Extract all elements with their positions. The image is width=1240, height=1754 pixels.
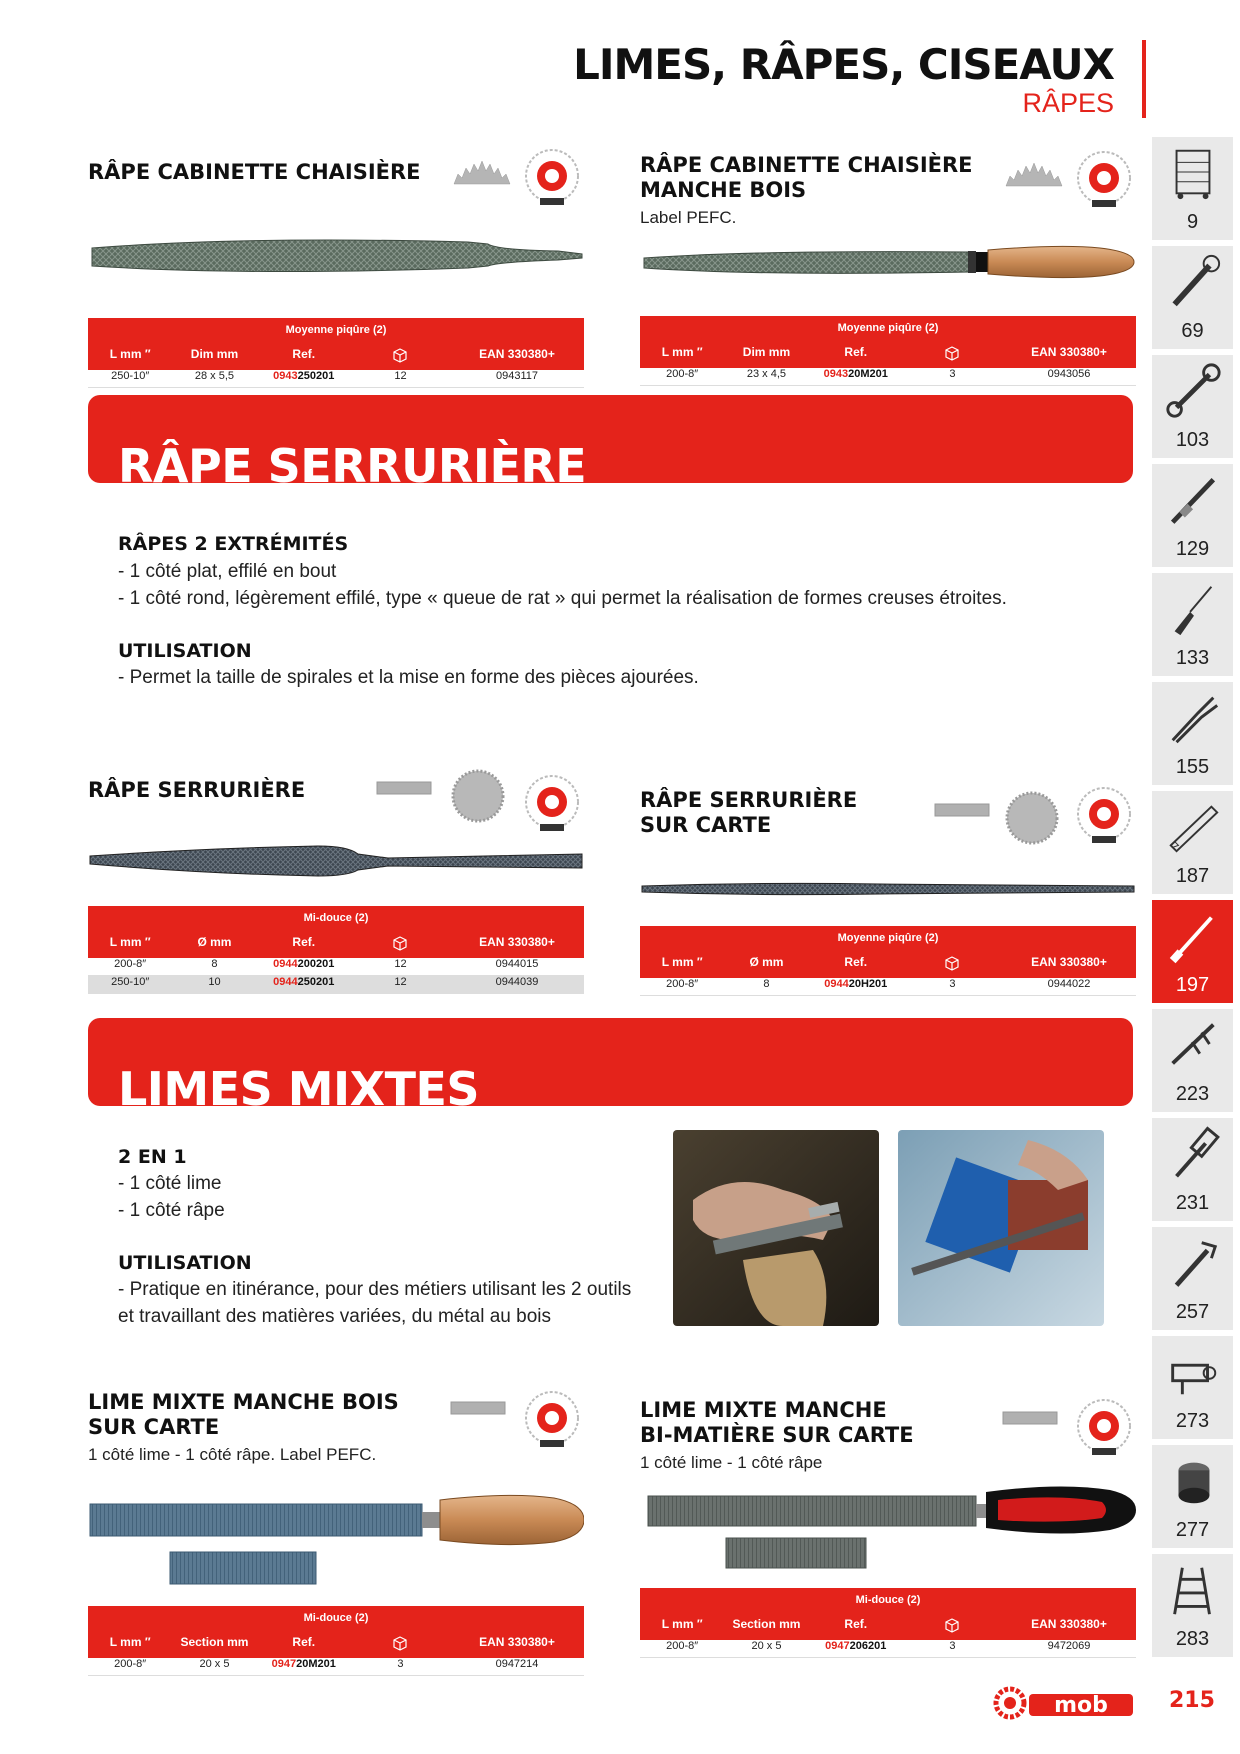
table-category: Moyenne piqûre (2): [837, 932, 939, 944]
table-header: [640, 1588, 1136, 1640]
sidebar-page-number: 283: [1175, 1628, 1210, 1650]
pipe-wrench-icon: [1162, 1233, 1224, 1293]
column-header: L mm ″: [661, 345, 703, 359]
quantity-cell: 3: [397, 1658, 404, 1670]
sidebar-category-257[interactable]: [1152, 1227, 1233, 1330]
cut-grade-seal-icon: [1074, 786, 1134, 846]
sidebar-page-number: 187: [1175, 865, 1210, 887]
cut-grade-seal-icon: [1074, 1398, 1134, 1458]
column-header: Section mm: [732, 1617, 801, 1631]
usage-photo-wood: [673, 1130, 879, 1326]
dimension-cell: 10: [208, 976, 221, 988]
column-header: Ref.: [292, 347, 316, 361]
header-accent-bar: [1142, 40, 1146, 118]
ean-cell: 0944022: [1047, 978, 1091, 990]
section-banner-title: LIMES MIXTES: [118, 1062, 480, 1106]
length-cell: 200-8″: [666, 978, 699, 990]
flat-section-icon: [376, 780, 432, 796]
section-line: - Permet la taille de spirales et la mise en forme des pièces ajourées.: [118, 667, 699, 688]
cut-profile-icon: [452, 156, 514, 186]
ratchet-icon: [1162, 252, 1224, 312]
table-header: [88, 1606, 584, 1658]
cut-grade-seal-icon: [522, 774, 582, 834]
length-cell: 250-10″: [111, 976, 150, 988]
reference-cell: [809, 1640, 903, 1657]
column-header: Ø mm: [749, 955, 784, 969]
flat-section-icon: [450, 1400, 506, 1416]
sidebar-page-number: 69: [1181, 320, 1204, 342]
table-category: Mi-douce (2): [855, 1594, 921, 1606]
mixed-file-bimaterial-handle-image: [640, 1482, 1136, 1570]
reference-cell: [257, 1658, 351, 1675]
sidebar-page-number: 273: [1175, 1410, 1210, 1432]
quantity-cell: 3: [949, 978, 956, 990]
section-banner-title: RÂPE SERRURIÈRE: [118, 439, 587, 483]
ladder-icon: [1162, 1560, 1224, 1620]
table-header: [640, 316, 1136, 368]
section-heading: 2 EN 1: [118, 1146, 187, 1168]
product-title-line2: MANCHE BOIS: [640, 178, 807, 202]
section-heading: UTILISATION: [118, 1252, 252, 1274]
reference-prefix: 0947: [271, 1658, 297, 1670]
reference-cell: [257, 958, 351, 975]
table-row: [640, 368, 1136, 386]
product-title-line2: BI-MATIÈRE SUR CARTE: [640, 1423, 914, 1447]
column-header: Section mm: [180, 1635, 249, 1649]
caliper-icon: [1162, 1015, 1224, 1075]
reference-cell: [809, 978, 903, 995]
package-icon: [351, 935, 450, 954]
product-title-line2: SUR CARTE: [640, 813, 772, 837]
section-line: et travaillant des matières variées, du métal au bois: [118, 1306, 551, 1327]
cut-grade-seal-icon: [1074, 150, 1134, 210]
column-header: L mm ″: [109, 935, 151, 949]
product-description: 1 côté lime - 1 côté râpe: [640, 1453, 823, 1472]
mixed-file-wood-handle-image: [88, 1490, 584, 1586]
ean-cell: 9472069: [1047, 1640, 1091, 1652]
rasp-flat-image: [88, 236, 584, 278]
length-cell: 200-8″: [114, 958, 147, 970]
ean-cell: 0944015: [495, 958, 539, 970]
reference-suffix: 20H201: [848, 978, 888, 990]
sidebar-category-155[interactable]: [1152, 682, 1233, 785]
ean-cell: 0944039: [495, 976, 539, 988]
sidebar-category-103[interactable]: [1152, 355, 1233, 458]
flat-section-icon: [934, 802, 990, 818]
package-icon: [351, 347, 450, 366]
sidebar-page-number: 223: [1175, 1083, 1210, 1105]
table-row: [88, 958, 584, 976]
column-header: EAN 330380+: [1031, 955, 1107, 969]
category-sidebar: [1152, 137, 1233, 1663]
cut-profile-icon: [1004, 158, 1066, 188]
table-row: [88, 370, 584, 388]
sidebar-category-133[interactable]: [1152, 573, 1233, 676]
usage-photo-metal: [898, 1130, 1104, 1326]
product-title: RÂPE CABINETTE CHAISIÈRE: [640, 153, 973, 177]
rasp-two-ends-image: [88, 842, 584, 878]
product-description: 1 côté lime - 1 côté râpe. Label PEFC.: [88, 1445, 377, 1464]
reference-cell: [257, 370, 351, 387]
reference-prefix: 0943: [273, 370, 298, 382]
rasp-on-card-image: [640, 878, 1136, 900]
product-title: LIME MIXTE MANCHE BOIS: [88, 1390, 399, 1414]
dimension-cell: 20 x 5: [199, 1658, 230, 1670]
hammer-icon: [1162, 1124, 1224, 1184]
product-table: [640, 1588, 1136, 1658]
column-header: EAN 330380+: [479, 1635, 555, 1649]
table-header: [88, 906, 584, 958]
product-title: RÂPE CABINETTE CHAISIÈRE: [88, 160, 421, 184]
sidebar-category-231[interactable]: [1152, 1118, 1233, 1221]
product-description: Label PEFC.: [640, 208, 737, 227]
section-line: - 1 côté plat, effilé en bout: [118, 561, 337, 582]
flat-section-icon: [1002, 1410, 1058, 1426]
product-table: [88, 906, 584, 994]
round-section-icon: [450, 768, 506, 824]
dimension-cell: 28 x 5,5: [194, 370, 235, 382]
column-header: Dim mm: [190, 347, 239, 361]
sidebar-page-number: 231: [1175, 1192, 1210, 1214]
package-icon: [351, 1635, 450, 1654]
sidebar-category-197[interactable]: [1152, 900, 1233, 1003]
column-header: Ref.: [844, 345, 868, 359]
section-line: - 1 côté lime: [118, 1173, 222, 1194]
column-header: Ref.: [844, 1617, 868, 1631]
quantity-cell: 12: [394, 958, 407, 970]
table-row: [88, 976, 584, 994]
package-icon: [903, 345, 1002, 364]
length-cell: 200-8″: [114, 1658, 147, 1670]
column-header: EAN 330380+: [1031, 345, 1107, 359]
reference-cell: [257, 976, 351, 993]
column-header: Ref.: [844, 955, 868, 969]
column-header: L mm ″: [661, 955, 703, 969]
sidebar-category-223[interactable]: [1152, 1009, 1233, 1112]
sidebar-page-number: 155: [1175, 756, 1210, 778]
ean-cell: 0943056: [1047, 368, 1091, 380]
sidebar-page-number: 197: [1175, 974, 1210, 996]
product-title-line2: SUR CARTE: [88, 1415, 220, 1439]
sidebar-category-9[interactable]: [1152, 137, 1233, 240]
reference-suffix: 206201: [849, 1640, 887, 1652]
torque-wrench-icon: [1162, 470, 1224, 530]
sidebar-category-283[interactable]: [1152, 1554, 1233, 1657]
page-subtitle: RÂPES: [1022, 88, 1114, 118]
reference-prefix: 0947: [825, 1640, 850, 1652]
package-icon: [903, 955, 1002, 974]
column-header: Ø mm: [197, 935, 232, 949]
length-cell: 200-8″: [666, 1640, 699, 1652]
section-banner: [88, 1018, 1133, 1106]
quantity-cell: 3: [949, 368, 956, 380]
sidebar-category-129[interactable]: [1152, 464, 1233, 567]
dimension-cell: 8: [763, 978, 770, 990]
screwdriver-icon: [1162, 579, 1224, 639]
product-title: RÂPE SERRURIÈRE: [88, 778, 306, 802]
table-category: Mi-douce (2): [303, 1612, 369, 1624]
section-line: - Pratique en itinérance, pour des métiers utilisant les 2 outils: [118, 1279, 632, 1300]
column-header: L mm ″: [109, 1635, 151, 1649]
ean-cell: 0943117: [495, 370, 538, 382]
quantity-cell: 3: [949, 1640, 956, 1652]
column-header: Ref.: [292, 1635, 316, 1649]
reference-prefix: 0943: [823, 368, 849, 380]
tool-cabinet-icon: [1162, 143, 1224, 203]
reference-prefix: 0944: [273, 976, 298, 988]
wrench-icon: [1162, 361, 1224, 421]
table-row: [88, 1658, 584, 1676]
section-heading: RÂPES 2 EXTRÉMITÉS: [118, 533, 349, 555]
column-header: Ref.: [292, 935, 316, 949]
reference-suffix: 20M201: [848, 368, 888, 380]
pliers-icon: [1162, 688, 1224, 748]
reference-prefix: 0944: [273, 958, 298, 970]
dimension-cell: 8: [211, 958, 218, 970]
package-icon: [903, 1617, 1002, 1636]
section-line: - 1 côté râpe: [118, 1200, 225, 1221]
dimension-cell: 23 x 4,5: [746, 368, 787, 380]
reference-suffix: 20M201: [296, 1658, 336, 1670]
product-table: [640, 316, 1136, 386]
table-header: [88, 318, 584, 370]
product-title: RÂPE SERRURIÈRE: [640, 788, 858, 812]
product-title: LIME MIXTE MANCHE: [640, 1398, 887, 1422]
column-header: L mm ″: [661, 1617, 703, 1631]
product-table: [88, 318, 584, 388]
length-cell: 250-10″: [111, 370, 150, 382]
sidebar-page-number: 257: [1175, 1301, 1210, 1323]
table-category: Moyenne piqûre (2): [285, 324, 387, 336]
column-header: EAN 330380+: [479, 935, 555, 949]
table-row: [640, 978, 1136, 996]
sidebar-category-277[interactable]: [1152, 1445, 1233, 1548]
sidebar-category-187[interactable]: [1152, 791, 1233, 894]
cut-grade-seal-icon: [522, 1390, 582, 1450]
column-header: L mm ″: [109, 347, 151, 361]
table-category: Moyenne piqûre (2): [837, 322, 939, 334]
reference-suffix: 200201: [297, 958, 335, 970]
sidebar-category-273[interactable]: [1152, 1336, 1233, 1439]
rasp-wood-handle-image: [640, 242, 1136, 286]
table-category: Mi-douce (2): [303, 912, 369, 924]
saw-icon: [1162, 797, 1224, 857]
column-header: EAN 330380+: [479, 347, 555, 361]
section-heading: UTILISATION: [118, 640, 252, 662]
section-banner: [88, 395, 1133, 483]
mob-logo: [993, 1686, 1135, 1720]
table-row: [640, 1640, 1136, 1658]
page-number: 215: [1169, 1688, 1215, 1713]
sidebar-page-number: 129: [1175, 538, 1210, 560]
cut-grade-seal-icon: [522, 148, 582, 208]
sidebar-page-number: 9: [1186, 211, 1199, 233]
column-header: Dim mm: [742, 345, 791, 359]
sidebar-page-number: 277: [1175, 1519, 1210, 1541]
reference-suffix: 250201: [297, 976, 335, 988]
product-table: [88, 1606, 584, 1676]
table-header: [640, 926, 1136, 978]
ean-cell: 0947214: [495, 1658, 539, 1670]
quantity-cell: 12: [394, 370, 407, 382]
reference-cell: [809, 368, 903, 385]
sidebar-category-69[interactable]: [1152, 246, 1233, 349]
column-header: EAN 330380+: [1031, 1617, 1107, 1631]
round-section-icon: [1004, 790, 1060, 846]
reference-suffix: 250201: [297, 370, 335, 382]
file-icon: [1162, 906, 1224, 966]
vise-icon: [1162, 1342, 1224, 1402]
product-table: [640, 926, 1136, 996]
quantity-cell: 12: [394, 976, 407, 988]
length-cell: 200-8″: [666, 368, 699, 380]
dimension-cell: 20 x 5: [751, 1640, 782, 1652]
page-title: LIMES, RÂPES, CISEAUX: [573, 40, 1114, 89]
socket-icon: [1162, 1451, 1224, 1511]
sidebar-page-number: 133: [1175, 647, 1210, 669]
svg-text:mob: mob: [1054, 1693, 1108, 1718]
sidebar-page-number: 103: [1175, 429, 1210, 451]
reference-prefix: 0944: [824, 978, 849, 990]
section-line: - 1 côté rond, légèrement effilé, type « queue de rat » qui permet la réalisation de formes creuses étroites.: [118, 588, 1007, 609]
